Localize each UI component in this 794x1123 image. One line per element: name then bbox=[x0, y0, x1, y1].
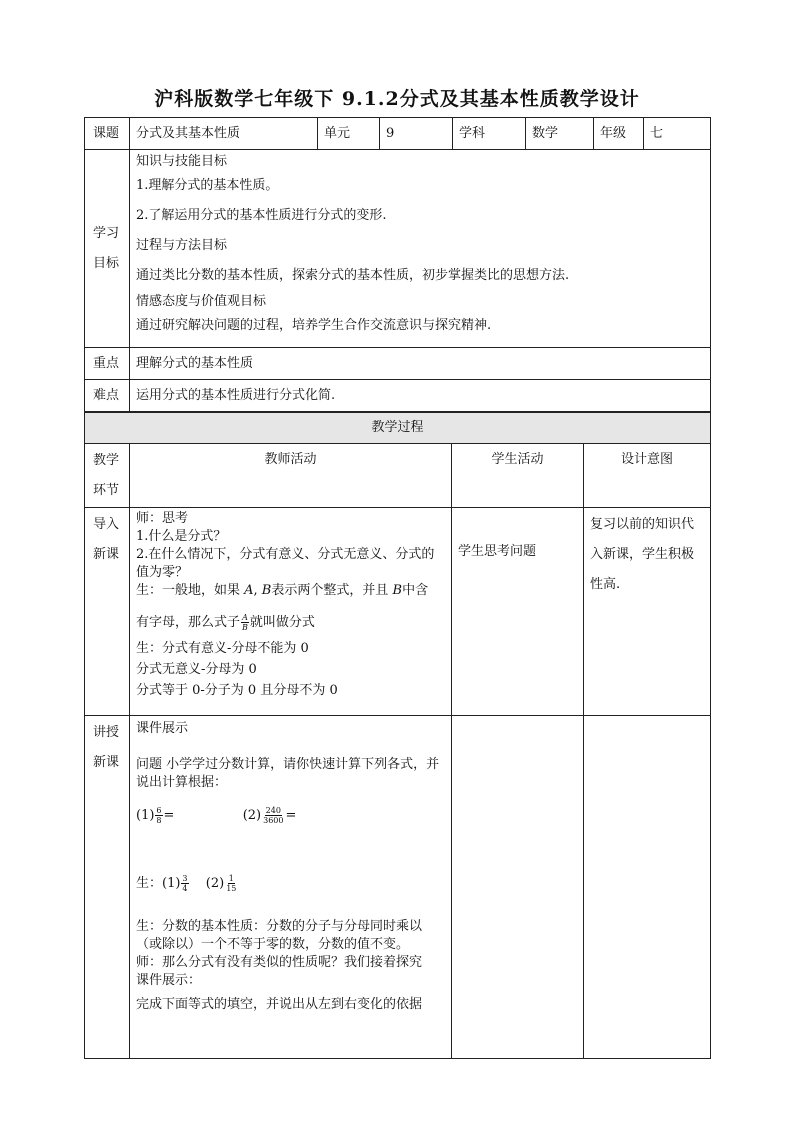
text-segment: 生：一般地，如果 bbox=[136, 583, 245, 598]
variable-a: A bbox=[244, 583, 254, 598]
intro-student-activity: 学生思考问题 bbox=[452, 508, 584, 716]
intro-stage-line-2: 新课 bbox=[93, 547, 120, 562]
subject-value: 数学 bbox=[526, 118, 594, 150]
text-segment: 表示两个整式，并且 bbox=[271, 583, 393, 598]
lecture-row bbox=[85, 716, 711, 1059]
fraction-six-eighths bbox=[155, 806, 162, 825]
text-segment: 有字母，那么式子 bbox=[136, 615, 241, 630]
text-segment: 中含 bbox=[402, 583, 429, 598]
question-number: (2) bbox=[242, 808, 262, 823]
goal-line: 情感态度与价值观目标 bbox=[136, 294, 267, 309]
lecture-stage-line-1: 讲授 bbox=[93, 725, 120, 740]
numerator: 240 bbox=[265, 806, 281, 815]
lecture-teacher-activity bbox=[130, 716, 452, 1059]
fraction-a-over-b bbox=[241, 613, 249, 632]
intro-line bbox=[136, 582, 445, 608]
stage-column-header bbox=[85, 444, 130, 508]
lecture-line: 师：那么分式有没有类似的性质呢？我们接着探究 bbox=[136, 955, 423, 970]
intro-row bbox=[85, 508, 711, 716]
lecture-line: 课件展示 bbox=[136, 721, 189, 736]
intro-line: 师：思考 bbox=[136, 511, 189, 526]
goals-label-line-2: 目标 bbox=[93, 255, 120, 271]
denominator: 4 bbox=[182, 884, 188, 893]
document-title: 沪科版数学七年级下 9.1.2分式及其基本性质教学设计 bbox=[154, 88, 640, 110]
goals-label-line-1: 学习 bbox=[93, 225, 120, 241]
goals-label bbox=[85, 150, 130, 348]
key-point-text: 理解分式的基本性质 bbox=[130, 348, 711, 380]
process-title-row bbox=[85, 413, 711, 444]
lecture-stage-line-2: 新课 bbox=[93, 755, 120, 770]
variable-b: B bbox=[261, 583, 272, 598]
fraction-one-fifteenth bbox=[225, 874, 237, 893]
subject-label: 学科 bbox=[453, 118, 526, 150]
equals-sign: = bbox=[285, 808, 297, 823]
denominator: 15 bbox=[226, 884, 237, 893]
intro-line: 1.什么是分式？ bbox=[136, 529, 227, 544]
goals-row bbox=[85, 150, 711, 348]
lecture-line: 课件展示： bbox=[136, 973, 202, 988]
lecture-design-intent bbox=[584, 716, 711, 1059]
goals-content bbox=[130, 150, 711, 348]
denominator: 8 bbox=[156, 816, 162, 825]
process-title: 教学过程 bbox=[85, 413, 711, 444]
grade-value: 七 bbox=[644, 118, 711, 150]
difficulty-text: 运用分式的基本性质进行分式化简. bbox=[130, 380, 711, 412]
lecture-line: 问题 小学学过分数计算，请你快速计算下列各式，并说出计算根据： bbox=[136, 757, 440, 790]
process-header-row bbox=[85, 444, 711, 508]
stage-header-line-1: 教学 bbox=[93, 453, 120, 468]
answer-prefix: 生：(1) bbox=[136, 876, 181, 891]
key-point-label: 重点 bbox=[85, 348, 130, 380]
equals-sign: = bbox=[163, 808, 175, 823]
fraction-240-over-3600 bbox=[262, 806, 284, 825]
design-column-header: 设计意图 bbox=[584, 444, 711, 508]
intro-line: 分式无意义-分母为 0 bbox=[136, 662, 257, 677]
unit-label: 单元 bbox=[318, 118, 380, 150]
unit-value: 9 bbox=[380, 118, 453, 150]
answer-number: (2) bbox=[205, 876, 225, 891]
intro-teacher-activity bbox=[130, 508, 452, 716]
goal-line: 知识与技能目标 bbox=[136, 154, 228, 169]
variable-b: B bbox=[392, 583, 403, 598]
numerator: 1 bbox=[228, 874, 234, 883]
grade-label: 年级 bbox=[594, 118, 644, 150]
text-segment: , bbox=[253, 583, 262, 598]
intro-design-intent: 复习以前的知识代入新课，学生积极性高. bbox=[584, 508, 711, 716]
difficulty-label: 难点 bbox=[85, 380, 130, 412]
intro-line: 2.在什么情况下，分式有意义、分式无意义、分式的值为零？ bbox=[136, 547, 435, 580]
intro-stage-line-1: 导入 bbox=[93, 517, 120, 532]
lecture-line: 完成下面等式的填空，并说出从左到右变化的依据 bbox=[136, 997, 423, 1012]
process-table bbox=[84, 412, 711, 1059]
numerator: 6 bbox=[156, 806, 162, 815]
goal-line: 过程与方法目标 bbox=[136, 238, 228, 253]
question-number: (1) bbox=[136, 808, 155, 823]
difficulty-row bbox=[85, 380, 711, 412]
goal-line: 2.了解运用分式的基本性质进行分式的变形. bbox=[136, 208, 387, 223]
numerator: A bbox=[242, 613, 248, 622]
topic-value: 分式及其基本性质 bbox=[130, 118, 318, 150]
lecture-stage bbox=[85, 716, 130, 1059]
intro-line: 生：分式有意义-分母不能为 0 bbox=[136, 641, 309, 656]
teacher-column-header: 教师活动 bbox=[130, 444, 452, 508]
goal-line: 通过研究解决问题的过程，培养学生合作交流意识与探究精神. bbox=[136, 318, 492, 333]
student-column-header: 学生活动 bbox=[452, 444, 584, 508]
denominator: B bbox=[242, 623, 248, 632]
stage-header-line-2: 环节 bbox=[93, 483, 120, 498]
intro-line: 分式等于 0-分子为 0 且分母不为 0 bbox=[136, 683, 338, 698]
intro-line bbox=[136, 608, 445, 638]
goal-line: 通过类比分数的基本性质，探索分式的基本性质，初步掌握类比的思想方法. bbox=[136, 268, 570, 283]
numerator: 3 bbox=[182, 874, 188, 883]
key-point-row bbox=[85, 348, 711, 380]
info-table bbox=[84, 117, 711, 412]
goal-line: 1.理解分式的基本性质。 bbox=[136, 178, 279, 193]
lecture-student-activity bbox=[452, 716, 584, 1059]
fraction-three-quarters bbox=[181, 874, 188, 893]
denominator: 3600 bbox=[263, 816, 284, 825]
lecture-line: 生：分数的基本性质：分数的分子与分母同时乘以（或除以）一个不等于零的数，分数的值不变。 bbox=[136, 919, 423, 952]
header-row bbox=[85, 118, 711, 150]
text-segment: 就叫做分式 bbox=[249, 615, 315, 630]
lecture-questions bbox=[136, 806, 445, 874]
intro-stage bbox=[85, 508, 130, 716]
lecture-answers bbox=[136, 874, 445, 910]
topic-label: 课题 bbox=[85, 118, 130, 150]
